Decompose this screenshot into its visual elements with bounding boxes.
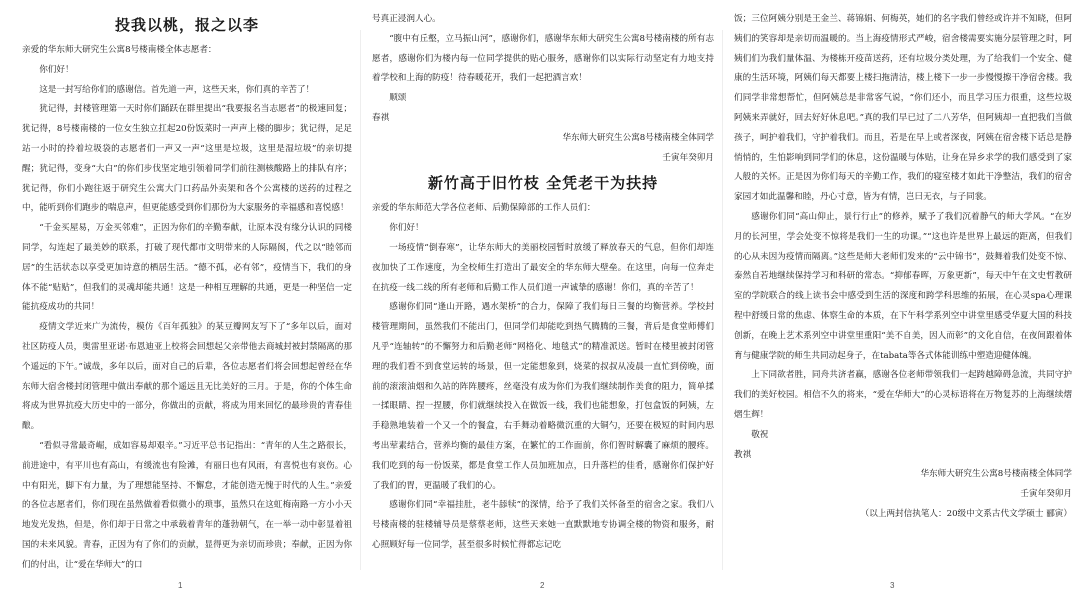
paragraph: 这是一封写给你们的感谢信。首先道一声，这些天来，你们真的辛苦了！ xyxy=(39,84,315,95)
author-note: （以上两封信执笔人：20级中文系古代文学硕士 郦寅） xyxy=(860,508,1072,519)
paragraph: “千金买屋易，万金买邻难”，正因为你们的辛勤奉献，让原本没有缘分认识的同楼同学，勾连起了最美妙的联系，打破了现代都市文明带来的人际隔阂，代之以“睦邻而居”的生活状态以享受更加诗意的栖居生活。“德不孤，必有邻”，疫情当下，我们的身体不能“贴贴”，但我们的灵魂却能共通！这是一种相互理解的共通，更是一种坚信一定能抗疫成功的共同！ xyxy=(22,223,352,313)
closing-blessing: 教祺 xyxy=(734,449,752,460)
paragraph: 疫情文学近来广为流传，模仿《百年孤独》的某豆瓣网友写下了“多年以后，面对社区防疫人员，奥雷里亚诺·布恩迪亚上校将会回想起父亲带他去商城封被封禁隔离的那个遥远的下午。”诚哉，多年以后，面对自己的后辈，各位志愿者们将会回想起曾经在华东师大宿舍楼封闭管理中做出奉献的那个遥远且无比美好的三月。于是，你的个体生命将成为世界抗疫大历史中的一部分，你做出的贡献，将成为用来回忆的最珍贵的青春佳酿。 xyxy=(22,322,352,432)
closing-blessing: 春祺 xyxy=(372,112,390,123)
paragraph: 号真正浸润人心。 xyxy=(372,14,441,24)
date: 壬寅年癸卯月 xyxy=(662,152,714,163)
signature: 华东师大研究生公寓8号楼南楼全体同学 xyxy=(562,132,714,143)
closing-phrase: 顺颂 xyxy=(389,93,407,104)
page-2 xyxy=(360,0,722,606)
page-number: 3 xyxy=(890,581,895,590)
letter-title-2: 新竹高于旧竹枝 全凭老干为扶持 xyxy=(427,174,659,193)
greeting: 你们好！ xyxy=(389,223,424,234)
page-number: 1 xyxy=(178,581,183,590)
page-1 xyxy=(0,0,360,606)
signature: 华东师大研究生公寓8号楼南楼全体同学 xyxy=(920,469,1072,480)
page-number: 2 xyxy=(540,581,545,590)
date: 壬寅年癸卯月 xyxy=(1020,489,1072,500)
paragraph: 饭；三位阿姨分别是王金兰、蒋锦娟、何梅英，她们的名字我们曾经或许并不知晓，但阿姨们的笑容却是亲切而温暖的。当上海疫情形式严峻，宿舍楼需要实施分层管理之时，阿姨们们为我们量体温、为楼栋开疫苗送药，还有垃圾分类处理，为了给我们一个安全、健康的生活环境，阿姨们每天都要上楼扫拖清洁，楼上楼下一步一步慢慢擦干净宿舍楼。我们同学非常想帮忙，但阿姨总是非常客气说，“你们还小，而且学习压力很重，这些垃圾阿姨来弄就好，回去好好休息吧。”真的我们早已过了二八芳华，但阿姨却一直把我们当做孩子，呵护着我们，守护着我们。而且，若是在早上或者深夜，阿姨在宿舍楼下话总是静悄悄的，生怕影响到同学们的休息，这份温暖与体贴，让身在异乡求学的我们感受到了家人般的关怀。正是因为你们每天的辛勤工作，我们的寝室楼才如此干净整洁，我们的宿舍家园才如此温馨和睦，丹心寸意，皆为有情，岂曰无衣，与子同裳。 xyxy=(734,14,1072,203)
paragraph: 感谢你们同“幸福挂肚，老牛舔犊”的深情，给予了我们关怀备至的宿舍之家。我们八号楼南楼的驻楼辅导员是蔡蔡老师，这些天来她一直默默地专协调全楼的物资和服务，耐心照顾好每一位同学，甚至很多时候忙得都忘记吃 xyxy=(372,500,714,550)
paragraph: 上下同欲者胜，同舟共济者赢，感谢各位老师带领我们一起跨越障碍急流，共同守护我们的美好校园。相信不久的将来，“爱在华师大”的心灵标语将在万物复苏的上海继续熠熠生辉！ xyxy=(734,370,1072,420)
salutation: 亲爱的华东师大研究生公寓8号楼南楼全体志愿者： xyxy=(22,45,217,55)
greeting: 你们好！ xyxy=(39,64,74,75)
paragraph: 一场疫情“倒春寒”，让华东师大的美丽校园暂时放缓了释放春天的气息，但你们却连夜加快了工作速度，为全校师生打造出了最安全的华东师大壁垒。在这里，向每一位奔走在抗疫一线二线的所有老师和后勤工作人员们道一声诚挚的感谢！你们，真的辛苦了！ xyxy=(372,242,714,293)
paragraph: 感谢你们同“逢山开路，遇水架桥”的合力，保障了我们每日三餐的均衡营养。学校封楼管理期间，虽然我们不能出门，但同学们却能吃到热气腾腾的三餐，背后是食堂师傅们凡乎“连轴转”的不懈努力和后勤老师“网格化、地毯式”的精准派送。暂时在楼里被封闭管理的我们看不到食堂运转的场景，但一定能想象到，烧菜的叔叔从凌晨一直忙到傍晚，面前的滚滚油烟和久站的阵阵腰疼，丝毫没有成为你们为我们继续制作美食的阻力，简单揉一揉眼睛、捏一捏腰，你们就继续投入在做饭一线，我们也能想象，打包盒饭的阿姨，左手稳熟地装着一个又一个的餐盒，右手舞动着略微沉重的大铜勺，还要在极短的时间内思考出荤素结合，营养均衡的最佳方案，在繁忙的工作面前，你们智时解囊了麻烦的腰疼。我们吃到的每一份饭菜，都是食堂工作人员加班加点，日升落栏的佳肴，感谢你们保护好了我们的胃，更温暖了我们的心。 xyxy=(372,302,714,491)
paragraph: 犹记得，封楼管理第一天时你们踊跃在群里提出“我要报名当志愿者”的极速回复；犹记得，8号楼南楼的一位女生独立扛起20份饭菜时一声声上楼的脚步；犹记得，足足站一小时的拎着垃圾袋的志愿者们一声又一声“这里是垃圾，这里是湿垃圾”的亲切提醒；犹记得，变身“大白”的你们步伐坚定地引领着同学们前往测核酸路上的排队有序；犹记得，你们小跑往返于研究生公寓大门口药品外卖架和各个公寓楼的送药的过程之中，能听到你们跑步的喘息声，但更能感受到你们那份为大家服务的幸福感和喜悦感！ xyxy=(22,104,352,214)
paragraph: “腹中有丘壑，立马振山河”，感谢你们，感谢华东师大研究生公寓8号楼南楼的所有志愿者，感谢你们为楼内每一位同学提供的贴心服务，感谢你们以实际行动坚定有力地支持着学校和上海的防疫！待春暖花开，我们一起把酒言欢！ xyxy=(372,33,714,84)
closing-phrase: 敬祝 xyxy=(751,429,769,440)
paragraph: “看似寻常最奇崛，成如容易却艰辛。”习近平总书记指出：“青年的人生之路很长，前进途中，有平川也有高山，有缓流也有险滩，有丽日也有风雨，有喜悦也有哀伤。心中有阳光，脚下有力量，为了理想能坚持、不懈怠，才能创造无愧于时代的人生。”亲爱的各位志愿者们，你们现在虽然做着看似微小的琐事，虽然只在这虹梅南路一方小小天地发光发热，但是，你们却于日常之中承载着青年的蓬勃朝气，在一举一动中彰显着祖国的未来风貌。青春，正因为有了你们的贡献，显得更为亲切而珍贵；奉献，正因为你们的付出，让“爱在华师大”的口 xyxy=(22,440,352,570)
letter-title-1: 投我以桃，报之以李 xyxy=(114,16,259,34)
salutation: 亲爱的华东师范大学各位老师、后勤保障部的工作人员们： xyxy=(372,203,596,214)
page-3 xyxy=(722,0,1080,606)
paragraph: 感谢你们同“高山仰止，景行行止”的修养，赋予了我们沉着静气的师大学风。“在岁月的长河里，学会处变不惊将是我们一生的功课。”“这也许是世界上最远的距离，但我们的心从未因为疫情而隔离。”这些是师大老师们发来的“云中锦书”，鼓舞着我们处变不惊、泰然自若地继续保持学习和科研的常态。“抑郁春晖，万象更新”，每天中午在文史哲教研室的学院联合的线上读书会中感受到生活的深度和跨学科思维的拓展，在心灵spa心理课程中舒缓日常的焦虑、体察生命的本质，在下午科学系列空中讲堂里感受华夏大国的科技创新，在晚上艺术系列空中讲堂里重阳“美不自美，因人而彰”的文化自信，在夜间跟着体育与健康学院的师生共同动起身子，在tabata等各式体能训练中塑造迎健体魄。 xyxy=(734,211,1072,361)
